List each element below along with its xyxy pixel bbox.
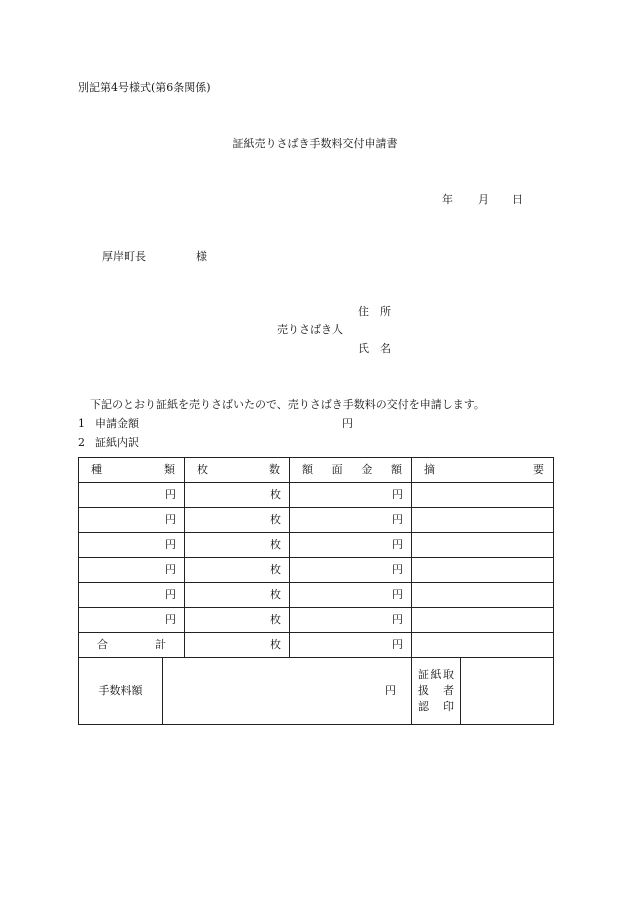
cell-remarks [412, 483, 554, 508]
cell-count: 枚 [185, 608, 290, 633]
table-row [79, 583, 554, 608]
breakdown-table [78, 457, 554, 725]
total-count: 枚 [185, 633, 290, 658]
name-label: 氏 名 [358, 342, 391, 355]
section1-label: 申請金額 [95, 417, 139, 430]
cell-type: 円 [79, 508, 185, 533]
cell-count: 枚 [185, 508, 290, 533]
cell-amount: 円 [290, 583, 412, 608]
fee-amount: 円 [163, 658, 412, 725]
section1-yen: 円 [342, 417, 353, 430]
cell-count: 枚 [185, 483, 290, 508]
section1-number: 1 [78, 417, 85, 430]
cell-amount: 円 [290, 483, 412, 508]
date-month: 月 [478, 193, 489, 206]
addressee-name: 厚岸町長 [102, 250, 146, 263]
cell-count: 枚 [185, 533, 290, 558]
header-remarks: 摘 要 [412, 458, 554, 483]
total-amount: 円 [290, 633, 412, 658]
table-row [79, 608, 554, 633]
cell-remarks [412, 583, 554, 608]
cell-amount: 円 [290, 608, 412, 633]
table-row [79, 558, 554, 583]
cell-type: 円 [79, 558, 185, 583]
document-title: 証紙売りさばき手数料交付申請書 [232, 137, 398, 150]
body-text: 下記のとおり証紙を売りさばいたので、売りさばき手数料の交付を申請します。 [90, 398, 485, 411]
section2-label: 証紙内訳 [95, 436, 139, 449]
cell-count: 枚 [185, 558, 290, 583]
section2-number: 2 [78, 436, 85, 449]
cell-remarks [412, 558, 554, 583]
cell-type: 円 [79, 608, 185, 633]
cell-remarks [412, 608, 554, 633]
cell-type: 円 [79, 483, 185, 508]
cell-type: 円 [79, 533, 185, 558]
header-face-value: 額 面 金 額 [290, 458, 412, 483]
cell-amount: 円 [290, 533, 412, 558]
cell-remarks [412, 508, 554, 533]
cell-amount: 円 [290, 558, 412, 583]
fee-row [79, 658, 554, 725]
fee-label: 手数料額 [79, 658, 163, 725]
seller-label: 売りさばき人 [277, 323, 343, 336]
cell-amount: 円 [290, 508, 412, 533]
date-day: 日 [512, 193, 523, 206]
total-row [79, 633, 554, 658]
header-count: 枚 数 [185, 458, 290, 483]
header-type: 種 類 [79, 458, 185, 483]
total-label: 合 計 [79, 633, 185, 658]
addressee-honorific: 様 [196, 250, 207, 263]
table-row [79, 533, 554, 558]
handler-label: 証 紙 取 扱 者 認 印 [412, 658, 461, 725]
address-label: 住 所 [358, 305, 391, 318]
cell-count: 枚 [185, 583, 290, 608]
table-row [79, 483, 554, 508]
table-header-row [79, 458, 554, 483]
date-year: 年 [442, 193, 453, 206]
handler-seal-box [461, 658, 554, 725]
cell-remarks [412, 533, 554, 558]
form-number: 別記第4号様式(第6条関係) [78, 81, 211, 94]
cell-type: 円 [79, 583, 185, 608]
table-row [79, 508, 554, 533]
total-remarks [412, 633, 554, 658]
